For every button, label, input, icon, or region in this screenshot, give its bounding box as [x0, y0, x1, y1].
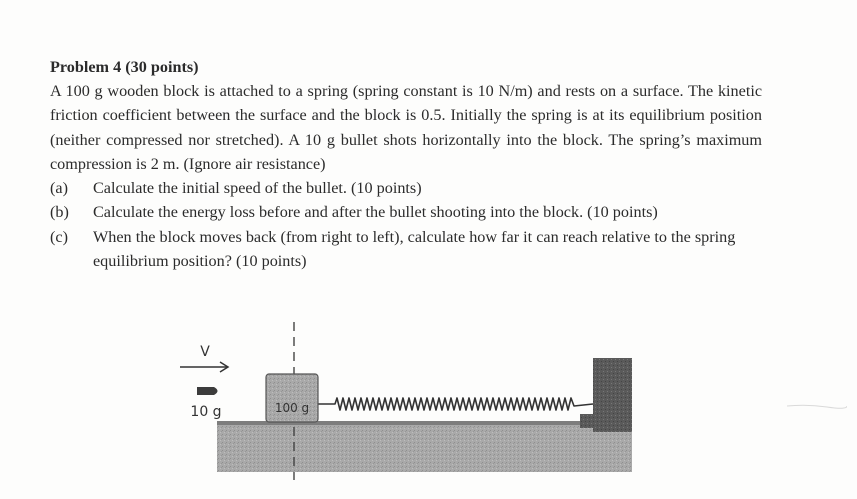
wall-corner — [580, 414, 632, 428]
part-c-text: When the block moves back (from right to left), calculate how far it can reach relative to the spring equilibrium position? (10 points) — [93, 227, 736, 271]
part-b-label: (b) — [50, 203, 69, 222]
bullet — [197, 387, 218, 395]
velocity-label: V — [200, 344, 210, 360]
floor-surface — [217, 422, 632, 472]
bullet-mass-label: 10 g — [190, 404, 222, 420]
part-a-text: Calculate the initial speed of the bullet. (10 points) — [93, 179, 422, 198]
part-a-label: (a) — [50, 179, 68, 198]
part-c-label: (c) — [50, 227, 68, 246]
part-b — [50, 200, 762, 224]
part-c — [50, 225, 762, 274]
spring-block-figure — [170, 318, 640, 483]
scan-smudge — [787, 402, 847, 410]
spring — [318, 398, 593, 410]
problem-statement: A 100 g wooden block is attached to a spring (spring constant is 10 N/m) and rests on a surface. The kinetic friction coefficient between the surface and the block is 0.5. Initially the spring is at its equilibrium position (neither compressed nor stretched). A 10 g bullet shots horizontally into the block. The spring’s maximum compression is 2 m. (Ignore air resistance) — [50, 82, 762, 173]
problem-title: Problem 4 (30 points) — [50, 58, 199, 76]
block-mass-label: 100 g — [274, 401, 310, 415]
figure-svg — [170, 318, 640, 483]
part-a — [50, 176, 762, 200]
problem-parts — [50, 176, 762, 274]
part-b-text: Calculate the energy loss before and after the bullet shooting into the block. (10 points) — [93, 203, 658, 222]
problem-4 — [50, 55, 762, 274]
